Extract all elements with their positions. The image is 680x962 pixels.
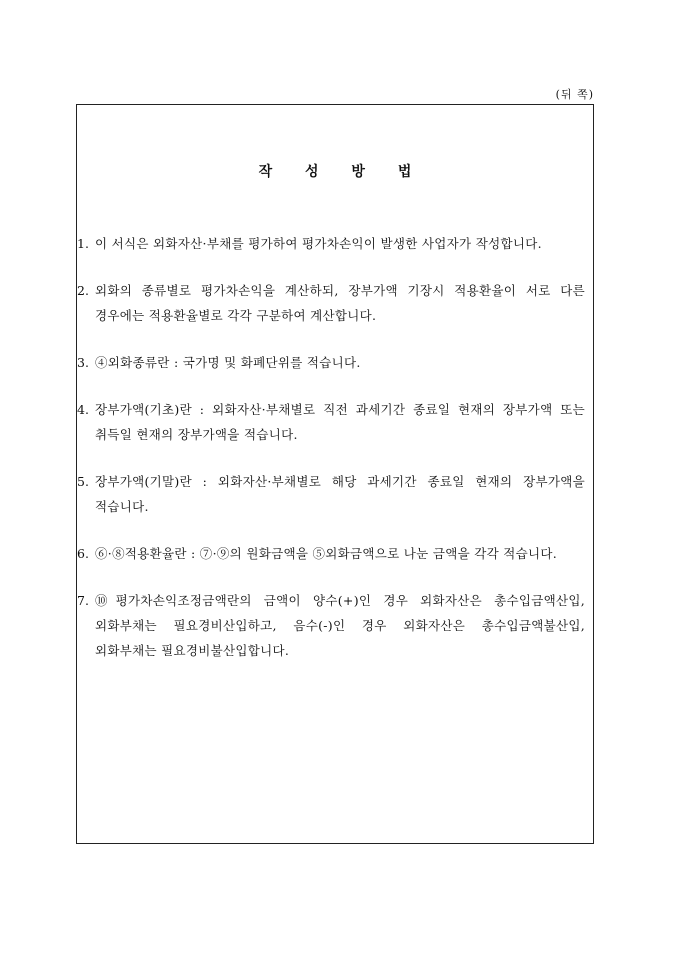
instruction-text: 이 서식은 외화자산·부채를 평가하여 평가차손익이 발생한 사업자가 작성합니다. xyxy=(95,236,542,251)
instruction-number: 5. xyxy=(77,474,89,489)
instruction-text: ⑩평가차손익조정금액란의 금액이 양수(+)인 경우 외화자산은 총수입금액산입, 외화부채는 필요경비산입하고, 음수(-)인 경우 외화자산은 총수입금액불산입, 외화부채는 필요경비불산입합니다. xyxy=(95,593,585,658)
instruction-item xyxy=(77,469,585,519)
page-side-label: (뒤 쪽) xyxy=(555,88,594,101)
instruction-number: 1. xyxy=(77,236,89,251)
instruction-item xyxy=(77,350,585,375)
instruction-item xyxy=(77,278,585,328)
instruction-number: 2. xyxy=(77,283,89,298)
instruction-item xyxy=(77,541,585,566)
section-title: 작 성 방 법 xyxy=(258,164,426,180)
instruction-text: 장부가액(기말)란 : 외화자산·부채별로 해당 과세기간 종료일 현재의 장부가액을 적습니다. xyxy=(95,474,585,514)
instructions-box xyxy=(76,104,594,844)
instruction-item xyxy=(77,397,585,447)
instruction-number: 4. xyxy=(77,402,89,417)
instruction-text: 장부가액(기초)란 : 외화자산·부채별로 직전 과세기간 종료일 현재의 장부가액 또는 취득일 현재의 장부가액을 적습니다. xyxy=(95,402,585,442)
instruction-text: ④외화종류란 : 국가명 및 화폐단위를 적습니다. xyxy=(95,355,361,370)
instruction-list xyxy=(77,231,585,685)
instruction-number: 7. xyxy=(77,593,89,608)
instruction-number: 6. xyxy=(77,546,89,561)
instruction-item xyxy=(77,231,585,256)
instruction-text: ⑥·⑧적용환율란 : ⑦·⑨의 원화금액을 ⑤외화금액으로 나눈 금액을 각각 적습니다. xyxy=(95,546,558,561)
instruction-item xyxy=(77,588,585,663)
instruction-number: 3. xyxy=(77,355,89,370)
instruction-text: 외화의 종류별로 평가차손익을 계산하되, 장부가액 기장시 적용환율이 서로 다른 경우에는 적용환율별로 각각 구분하여 계산합니다. xyxy=(95,283,585,323)
